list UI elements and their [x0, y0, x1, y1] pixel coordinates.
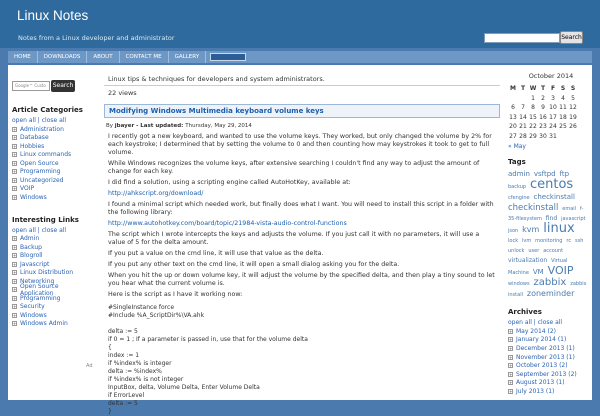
archive-item[interactable]: + September 2013 (2)	[509, 370, 577, 378]
category-item[interactable]: + Uncategorized	[13, 176, 64, 184]
expand-icon[interactable]: +	[13, 236, 17, 242]
tag-link[interactable]: lvm	[522, 238, 532, 244]
google-search	[12, 80, 92, 92]
category-item[interactable]: + Linux commands	[13, 151, 72, 159]
nav-downloads[interactable]: DOWNLOADS	[38, 51, 88, 63]
expand-icon[interactable]: +	[509, 337, 513, 343]
expand-icon[interactable]: +	[13, 278, 17, 284]
tag-link[interactable]: json	[508, 228, 519, 234]
archives-toggle[interactable]: open all | close all	[508, 319, 563, 326]
archive-item[interactable]: + August 2013 (1)	[509, 379, 565, 387]
tag-link[interactable]: cfengine	[508, 195, 530, 201]
tag-link[interactable]: unlock	[508, 248, 525, 254]
paragraph: The script which I wrote intercepts the keys and adjusts the volume. If you just call it with no parameters, it will use a value of 5 for the delta amount.	[108, 231, 480, 246]
nav-contact[interactable]: CONTACT ME	[120, 51, 169, 63]
post-title[interactable]: Modifying Windows Multimedia keyboard volume keys	[104, 104, 500, 118]
expand-icon[interactable]: +	[13, 160, 17, 166]
links-list	[12, 235, 92, 329]
expand-icon[interactable]: +	[13, 244, 17, 250]
category-item[interactable]: + Windows	[13, 193, 47, 201]
view-count: 22 views	[108, 89, 137, 97]
categories-heading: Article Categories	[12, 106, 83, 114]
category-item[interactable]: + VOIP	[13, 185, 35, 193]
link-item[interactable]: + Linux Distribution	[13, 269, 74, 277]
vista-audio-link[interactable]: http://www.autohotkey.com/board/topic/21984-vista-audio-control-functions	[108, 220, 347, 227]
tag-link[interactable]: Virtual Machine	[508, 258, 568, 276]
archive-item[interactable]: + July 2013 (1)	[509, 387, 555, 395]
expand-icon[interactable]: +	[13, 194, 17, 200]
paragraph: If you put a value on the cmd line, it will use that value as the delta.	[108, 250, 324, 257]
post-date: Thursday, May 29, 2014	[185, 123, 252, 129]
tag-link[interactable]: backup	[508, 184, 527, 190]
tag-link[interactable]: monitoring	[535, 238, 563, 244]
paragraph: I did find a solution, using a scripting engine called AutoHotKey, available at:	[108, 179, 351, 186]
paragraph: When you hit the up or down volume key, it will adjust the volume by the specified delta, and then play a tiny sound to let you hear what the current volume is.	[108, 272, 495, 287]
links-toggle[interactable]: open all | close all	[12, 226, 67, 234]
category-item[interactable]: + Database	[13, 134, 49, 142]
google-search-input[interactable]: Google™ Custo	[12, 81, 50, 91]
tag-link[interactable]: checkinstall	[508, 203, 559, 213]
tag-link[interactable]: javascript	[561, 216, 586, 222]
calendar-title: October 2014	[528, 72, 574, 80]
expand-icon[interactable]: +	[509, 371, 513, 377]
tag-link[interactable]: VOIP	[547, 264, 574, 277]
site-title[interactable]: Linux Notes	[17, 8, 89, 23]
archives-heading: Archives	[508, 308, 542, 316]
main-content	[104, 72, 500, 415]
link-item[interactable]: + Programming	[13, 294, 61, 302]
link-item[interactable]: + Javascript	[13, 260, 50, 268]
tag-cloud	[508, 169, 588, 300]
left-sidebar	[12, 80, 92, 328]
code-block: #SingleInstance force #Include %A_ScriptDir%\VA.ahk delta := 5 if 0 = 1 ; If a parameter is passed in, use that for the volume delta { index := 1 if %index% is integer delta := %index% if %index% is not integer InputBox, delta, Volume Delta, Enter Volume Delta if ErrorLevel delta := 5 }	[108, 304, 308, 415]
link-item[interactable]: + Open Source Application	[13, 282, 59, 297]
post-body	[108, 133, 496, 416]
expand-icon[interactable]: +	[13, 270, 17, 276]
expand-icon[interactable]: +	[509, 363, 513, 369]
expand-icon[interactable]: +	[13, 126, 17, 132]
nav-gallery[interactable]: GALLERY	[169, 51, 206, 63]
paragraph: I recently got a new keyboard, and wanted to use the volume keys. They worked, but only changed the volume by 2% for each keystroke; I determined that by setting the volume to 0 and then counting how may keystrokes it took to get to full volume.	[108, 133, 492, 156]
tag-link[interactable]: centos	[530, 177, 574, 192]
category-item[interactable]: + Hobbies	[13, 142, 45, 150]
tag-link[interactable]: lock	[508, 238, 519, 244]
category-item[interactable]: + Administration	[13, 125, 64, 133]
site-header	[0, 0, 600, 48]
link-item[interactable]: + Admin	[13, 235, 40, 243]
tag-link[interactable]: ftp	[559, 170, 570, 178]
expand-icon[interactable]: +	[509, 354, 513, 360]
paragraph: I found a minimal script which needed work, but finally does what I want. You will need to install this script in a folder with the following library:	[108, 201, 494, 216]
expand-icon[interactable]: +	[509, 388, 513, 394]
calendar-prev-link[interactable]: « May	[508, 143, 526, 150]
link-item[interactable]: + Windows Admin	[13, 320, 68, 328]
tag-link[interactable]: find	[545, 215, 558, 222]
archives-list	[508, 327, 588, 396]
nav-about[interactable]: ABOUT	[87, 51, 119, 63]
tag-link[interactable]: zabbix	[533, 277, 567, 288]
tag-link[interactable]: admin	[508, 170, 530, 178]
link-item[interactable]: + Networking	[13, 277, 55, 285]
expand-icon[interactable]: +	[13, 304, 17, 310]
expand-icon[interactable]: +	[13, 295, 17, 301]
post-meta: By jbayer - Last updated: Thursday, May 29, 2014	[106, 123, 252, 129]
site-description: Notes from a Linux developer and administrator	[18, 34, 175, 42]
expand-icon[interactable]: +	[13, 312, 17, 318]
google-search-button[interactable]: Search	[51, 80, 75, 92]
link-item[interactable]: + Blogroll	[13, 252, 43, 260]
archive-item[interactable]: + November 2013 (1)	[509, 353, 575, 361]
calendar: M T W T F S S 1 2 3 4 5 6 7 8 9 10 11 12 13 14 15 16 17 18 19 20 21 22 23 24 25 26 27 28 29 30 31	[509, 85, 577, 140]
tag-link[interactable]: vsftpd	[533, 170, 556, 178]
expand-icon[interactable]: +	[13, 261, 17, 267]
expand-icon[interactable]: +	[13, 287, 17, 293]
tag-link[interactable]: zoneminder	[526, 289, 575, 298]
expand-icon[interactable]: +	[13, 186, 17, 192]
link-item[interactable]: + Backup	[13, 243, 42, 251]
nav-search-input[interactable]	[210, 53, 246, 61]
expand-icon[interactable]: +	[13, 152, 17, 158]
link-item[interactable]: + Windows	[13, 311, 47, 319]
archive-item[interactable]: + December 2013 (1)	[509, 344, 575, 352]
tags-heading: Tags	[508, 158, 526, 166]
paragraph: While Windows recognizes the volume keys, after extensive searching I couldn't find any way to adjust the amount of change for each key.	[108, 160, 480, 175]
nav-home[interactable]: HOME	[8, 51, 38, 63]
tag-link[interactable]: account	[543, 248, 564, 254]
tag-link[interactable]: VM	[532, 268, 544, 276]
paragraph: Here is the script as I have it working now:	[108, 291, 243, 298]
expand-icon[interactable]: +	[13, 321, 17, 327]
expand-icon[interactable]: +	[509, 380, 513, 386]
expand-icon[interactable]: +	[13, 169, 17, 175]
expand-icon[interactable]: +	[13, 143, 17, 149]
main-nav	[8, 51, 592, 63]
tag-link[interactable]: checkinstall	[533, 193, 575, 201]
categories-toggle[interactable]: open all | close all	[12, 117, 67, 124]
autohotkey-link[interactable]: http://ahkscript.org/download/	[108, 190, 204, 197]
intro-text: Linux tips & techniques for developers and system administrators.	[104, 72, 500, 86]
expand-icon[interactable]: +	[509, 345, 513, 351]
tag-link[interactable]: kvm	[522, 225, 540, 234]
paragraph: If you put any other text on the cmd line, it will open a small dialog asking you for the delta.	[108, 261, 400, 268]
tag-link[interactable]: ssh	[575, 238, 584, 244]
tag-link[interactable]: rc	[566, 238, 572, 244]
archive-item[interactable]: + January 2014 (1)	[509, 336, 567, 344]
ad-choices-icon[interactable]: Ad	[86, 363, 93, 369]
archive-item[interactable]: + October 2013 (2)	[509, 362, 568, 370]
expand-icon[interactable]: +	[13, 177, 17, 183]
expand-icon[interactable]: +	[13, 253, 17, 259]
header-search-input[interactable]	[484, 33, 560, 43]
tag-link[interactable]: linux	[543, 221, 575, 236]
tag-link[interactable]: windows	[508, 281, 530, 287]
archive-item[interactable]: + May 2014 (2)	[509, 327, 556, 335]
links-heading: Interesting Links	[12, 215, 79, 224]
link-item[interactable]: + Security	[13, 303, 45, 311]
tag-link[interactable]: zabbix install	[508, 281, 587, 298]
post-author[interactable]: jbayer	[114, 123, 135, 129]
tag-link[interactable]: virtualization	[508, 257, 548, 264]
category-item[interactable]: + Programming	[13, 168, 61, 176]
right-sidebar	[508, 72, 588, 396]
tag-link[interactable]: f-35-filesystem	[508, 206, 584, 222]
category-list	[12, 125, 92, 202]
tag-link[interactable]: user	[528, 248, 540, 254]
header-search-button[interactable]: Search	[560, 31, 583, 44]
tag-link[interactable]: email	[562, 206, 577, 212]
expand-icon[interactable]: +	[13, 135, 17, 141]
category-item[interactable]: + Open Source	[13, 159, 59, 167]
expand-icon[interactable]: +	[509, 328, 513, 334]
